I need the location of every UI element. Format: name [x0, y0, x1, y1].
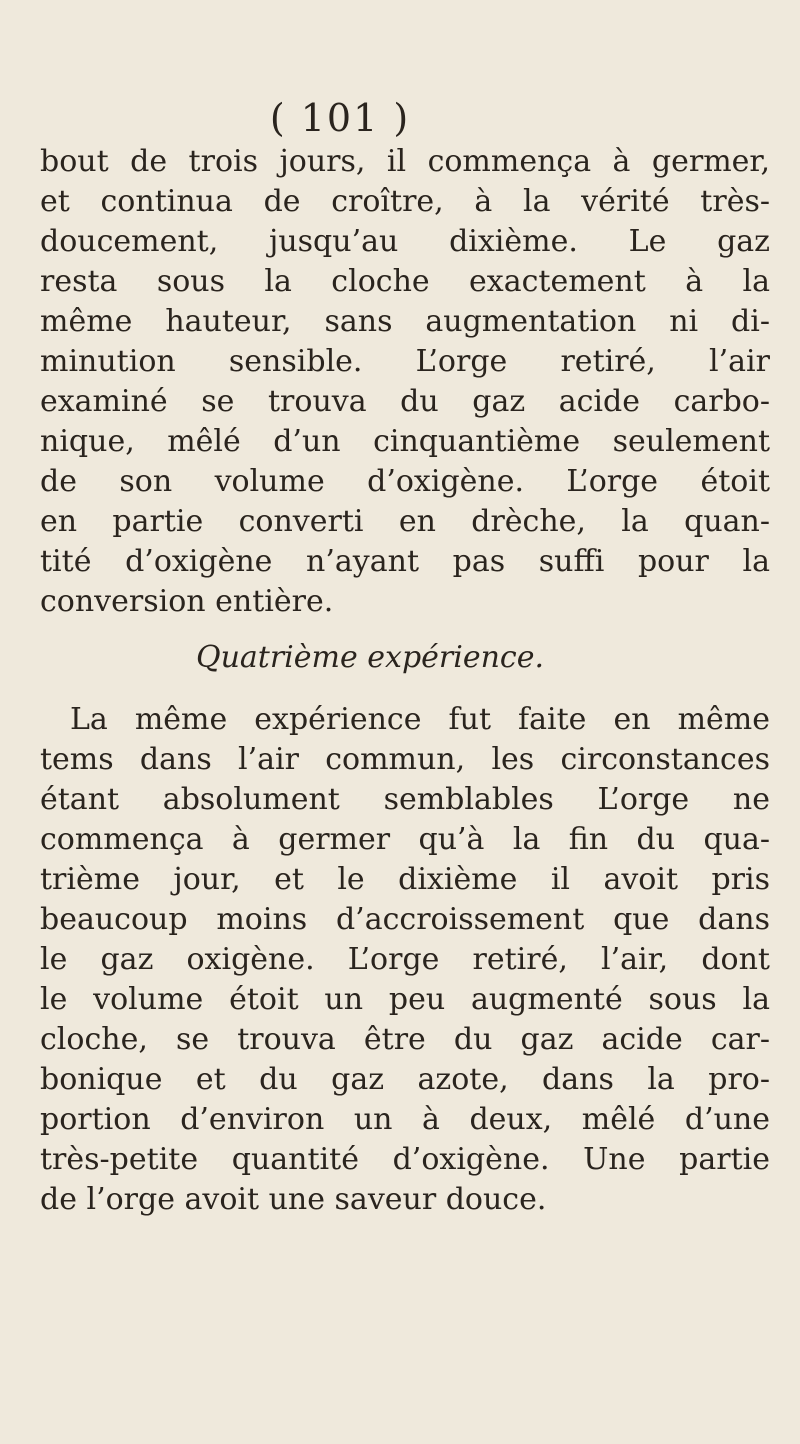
paragraph-2 [40, 700, 770, 1220]
text-line: tems dans l’air commun, les circonstances [40, 742, 770, 777]
section-heading: Quatrième expérience. [195, 640, 545, 675]
text-line: commença à germer qu’à la fin du qua- [40, 822, 770, 857]
text-line: très-petite quantité d’oxigène. Une partie [40, 1142, 770, 1177]
text-line: La même expérience fut faite en même [70, 702, 770, 737]
text-line: minution sensible. L’orge retiré, l’air [40, 344, 770, 379]
text-line: portion d’environ un à deux, mêlé d’une [40, 1102, 770, 1137]
text-line: de son volume d’oxigène. L’orge étoit [40, 464, 770, 499]
text-line: beaucoup moins d’accroissement que dans [40, 902, 770, 937]
text-line: conversion entière. [40, 584, 334, 619]
text-line: étant absolument semblables L’orge ne [40, 782, 770, 817]
text-line: cloche, se trouva être du gaz acide car- [40, 1022, 770, 1057]
text-line: même hauteur, sans augmentation ni di- [40, 304, 770, 339]
text-line: examiné se trouva du gaz acide carbo- [40, 384, 770, 419]
text-line: de l’orge avoit une saveur douce. [40, 1182, 547, 1217]
paragraph-1 [40, 142, 770, 622]
text-line: le volume étoit un peu augmenté sous la [40, 982, 770, 1017]
text-line: resta sous la cloche exactement à la [40, 264, 770, 299]
text-line: bout de trois jours, il commença à germer, [40, 144, 770, 179]
text-line: le gaz oxigène. L’orge retiré, l’air, dont [40, 942, 770, 977]
text-line: en partie converti en drèche, la quan- [40, 504, 770, 539]
text-line: tité d’oxigène n’ayant pas suffi pour la [40, 544, 770, 579]
text-line: nique, mêlé d’un cinquantième seulement [40, 424, 770, 459]
text-line: et continua de croître, à la vérité très- [40, 184, 770, 219]
text-line: bonique et du gaz azote, dans la pro- [40, 1062, 770, 1097]
text-line: doucement, jusqu’au dixième. Le gaz [40, 224, 770, 259]
page-number-header: ( 101 ) [269, 96, 411, 140]
text-line: trième jour, et le dixième il avoit pris [40, 862, 770, 897]
